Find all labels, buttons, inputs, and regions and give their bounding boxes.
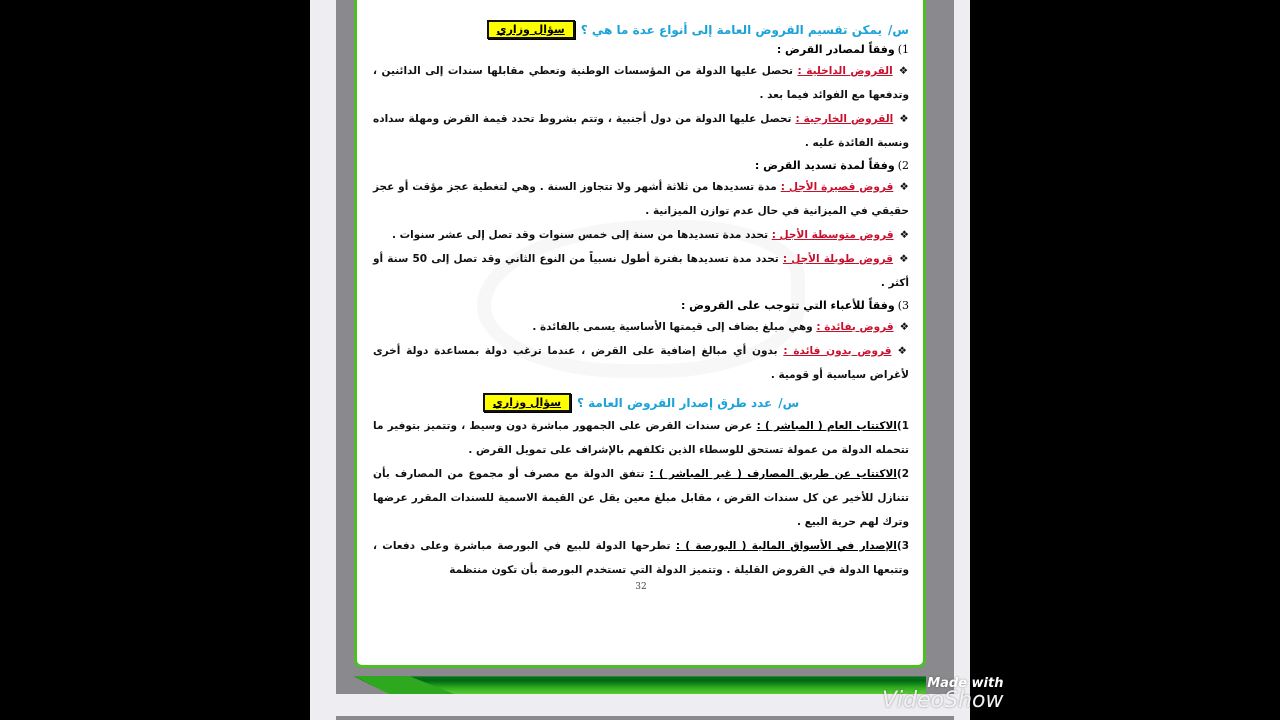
document-page — [354, 0, 926, 668]
term: القروض الداخلية : — [797, 65, 893, 77]
page-content — [373, 20, 909, 592]
question-text: عدد طرق إصدار القروض العامة ؟ — [577, 395, 773, 410]
bullet-icon: ❖ — [897, 345, 910, 357]
definition: تحصل عليها الدولة من المؤسسات الوطنية وتعطي مقابلها سندات إلى الدائنين ، وتدفعها مع الفوائد فيما بعد . — [373, 65, 909, 101]
term: القروض الخارجية : — [795, 113, 894, 125]
bullet-icon: ❖ — [899, 229, 909, 241]
section-title: وفقاً للأعباء التي تتوجب على القروض : — [680, 299, 895, 312]
method-number: 3) — [896, 540, 910, 552]
list-item — [373, 339, 909, 387]
method-definition: تطرحها الدولة للبيع في البورصة مباشرة وعلى دفعات ، وتتبعها الدولة في القروض القليلة . وتتميز الدولة التي تستخدم البورصة بأن تكون منتظمة — [373, 540, 909, 576]
definition: بدون أي مبالغ إضافية على القرض ، عندما ترغب دولة بمساعدة دولة أخرى لأغراض سياسية أو قومية . — [373, 345, 909, 381]
method-term: الاكتتاب عن طريق المصارف ( غير المباشر ) : — [649, 468, 897, 480]
question-text: يمكن تقسيم القروض العامة إلى أنواع عدة ما هي ؟ — [580, 22, 883, 37]
ministerial-question-badge: سؤال وزاري — [487, 20, 575, 39]
definition: تحصل عليها الدولة من دول أجنبية ، وتتم بشروط تحدد قيمة القرض ومهلة سداده ونسبة الفائدة عليه . — [373, 113, 909, 149]
list-item — [373, 223, 909, 247]
list-item — [373, 107, 909, 155]
term: قروض بدون فائدة : — [783, 345, 892, 357]
definition: تحدد مدة تسديدها من سنة إلى خمس سنوات وقد تصل إلى عشر سنوات . — [391, 229, 769, 241]
term: قروض متوسطة الأجل : — [771, 229, 894, 241]
definition: وهي مبلغ يضاف إلى قيمتها الأساسية يسمى بالفائدة . — [532, 321, 813, 333]
method-item — [373, 462, 909, 534]
list-item — [373, 315, 909, 339]
question-1 — [373, 20, 909, 39]
method-definition: تتفق الدولة مع مصرف أو مجموع من المصارف بأن تتنازل للأخير عن كل سندات القرض ، مقابل مبلغ معين يقل عن القيمة الاسمية للسندات المقرر عرضها وترك لهم حرية البيع . — [373, 468, 909, 528]
watermark-made-with: Made with — [927, 676, 1004, 691]
bullet-icon: ❖ — [899, 181, 910, 193]
term: قروض طويلة الأجل : — [782, 253, 894, 265]
method-definition: عرض سندات القرض على الجمهور مباشرة دون وسيط ، وتتميز بتوفير ما تتحمله الدولة من عمولة تستحق للوسطاء الذين تكلفهم بالإشراف على تمويل القرض . — [373, 420, 909, 456]
bullet-icon: ❖ — [898, 65, 909, 77]
ministerial-question-badge: سؤال وزاري — [483, 393, 571, 412]
section-by-source — [373, 43, 909, 155]
section-number: 2) — [897, 159, 909, 172]
method-number: 2) — [896, 468, 909, 480]
issuance-methods — [373, 414, 909, 582]
definition: تحدد مدة تسديدها بفترة أطول نسبياً من النوع الثاني وقد تصل إلى 50 سنة أو أكثر . — [373, 253, 909, 289]
bullet-icon: ❖ — [899, 321, 909, 333]
document-viewer[interactable] — [310, 0, 970, 720]
section-title: وفقاً لمدة تسديد القرض : — [754, 159, 895, 172]
page-number: 32 — [635, 582, 647, 592]
section-number: 3) — [897, 299, 909, 312]
section-number: 1) — [897, 43, 909, 56]
term: قروض قصيرة الأجل : — [780, 181, 894, 193]
section-by-duration — [373, 159, 909, 295]
bullet-icon: ❖ — [899, 253, 909, 265]
method-item — [373, 414, 909, 462]
list-item — [373, 175, 909, 223]
question-prefix: س/ — [888, 22, 909, 37]
method-term: الإصدار في الأسواق المالية ( البورصة ) : — [675, 540, 897, 552]
next-page-edge — [336, 716, 954, 720]
definition: مدة تسديدها من ثلاثة أشهر ولا تتجاوز السنة . وهي لتغطية عجز مؤقت أو عجز حقيقي في الميزانية في حال عدم توازن الميزانية . — [373, 181, 909, 217]
term: قروض بفائدة : — [816, 321, 894, 333]
section-by-burden — [373, 299, 909, 387]
section-title: وفقاً لمصادر القرض : — [776, 43, 895, 56]
videoshow-watermark — [882, 676, 1003, 711]
bullet-icon: ❖ — [899, 113, 909, 125]
question-2 — [373, 393, 909, 412]
method-item — [373, 534, 909, 582]
watermark-brand: VideoShow — [882, 688, 1004, 713]
method-number: 1) — [896, 420, 909, 432]
method-term: الاكتتاب العام ( المباشر ) : — [756, 420, 897, 432]
list-item — [373, 247, 909, 295]
list-item — [373, 59, 909, 107]
question-prefix: س/ — [778, 395, 800, 410]
